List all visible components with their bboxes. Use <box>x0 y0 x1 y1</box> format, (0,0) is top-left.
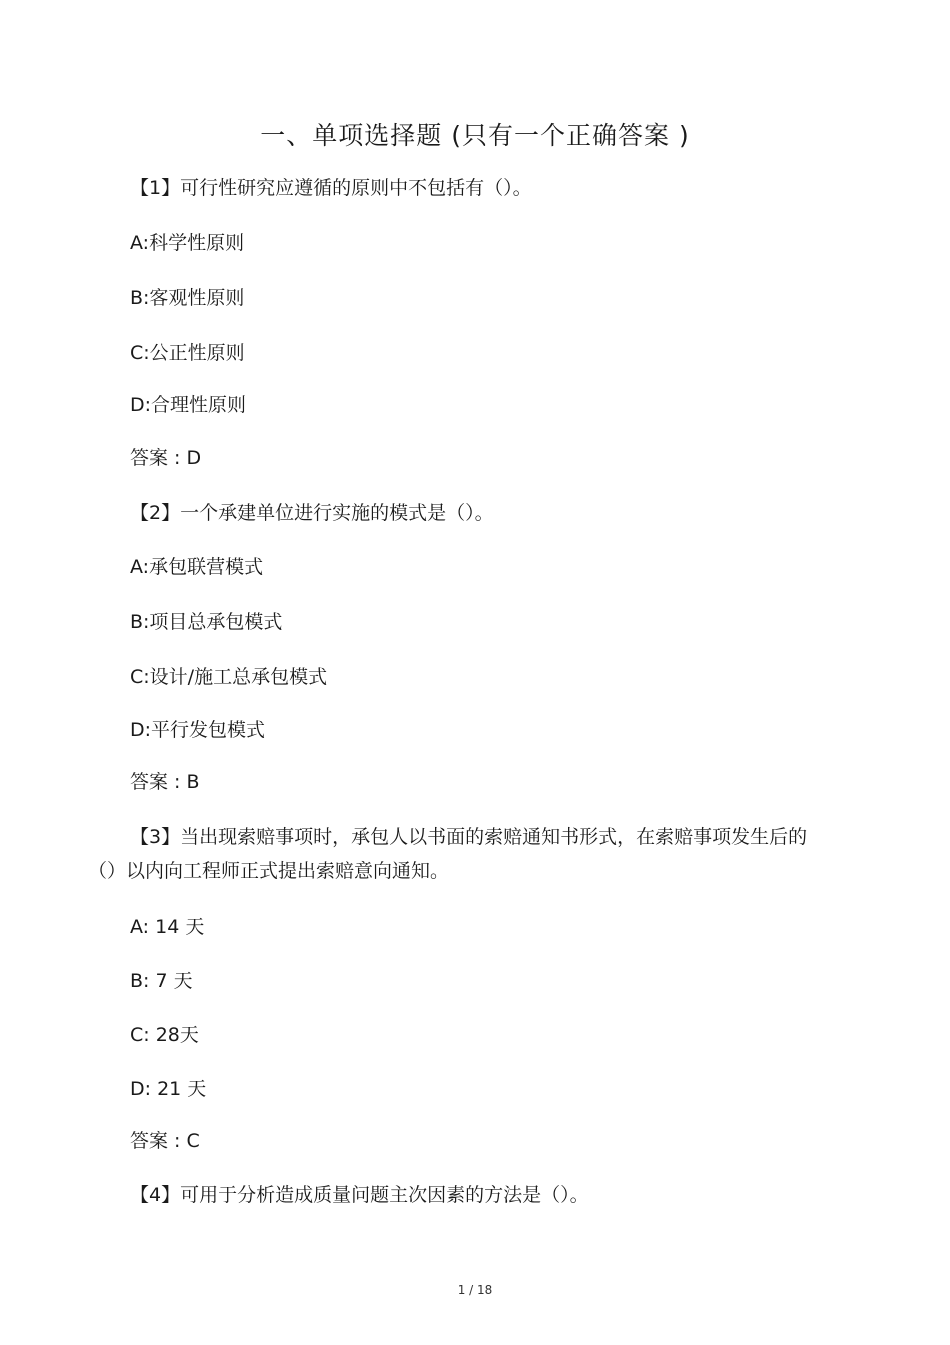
question-3-option-a: A: 14 天 <box>130 916 205 938</box>
question-2-stem: 【2】一个承建单位进行实施的模式是（）。 <box>130 502 494 524</box>
question-1-option-a: A:科学性原则 <box>130 232 245 254</box>
question-3-answer: 答案 : C <box>130 1130 200 1152</box>
question-1-stem: 【1】可行性研究应遵循的原则中不包括有（）。 <box>130 177 532 199</box>
question-3-stem: 【3】当出现索赔事项时，承包人以书面的索赔通知书形式，在索赔事项发生后的（）以内向工程师正式提出索赔意向通知。 <box>88 826 808 882</box>
question-2-answer: 答案 : B <box>130 771 200 793</box>
question-3-option-d: D: 21 天 <box>130 1078 207 1100</box>
question-2-option-d: D:平行发包模式 <box>130 719 266 741</box>
question-1-answer: 答案 : D <box>130 447 202 469</box>
question-1-option-d: D:合理性原则 <box>130 394 247 416</box>
question-2-option-b: B:项目总承包模式 <box>130 611 283 633</box>
question-3-option-b: B: 7 天 <box>130 970 193 992</box>
question-1-option-b: B:客观性原则 <box>130 287 245 309</box>
question-2-option-a: A:承包联营模式 <box>130 556 264 578</box>
section-title: 一、单项选择题 (只有一个正确答案 ) <box>260 121 690 150</box>
question-1-option-c: C:公正性原则 <box>130 342 245 364</box>
question-3-option-c: C: 28天 <box>130 1024 199 1046</box>
question-4-stem: 【4】可用于分析造成质量问题主次因素的方法是（）。 <box>130 1184 589 1206</box>
question-2-option-c: C:设计/施工总承包模式 <box>130 666 328 688</box>
page-indicator: 1 / 18 <box>457 1283 493 1297</box>
